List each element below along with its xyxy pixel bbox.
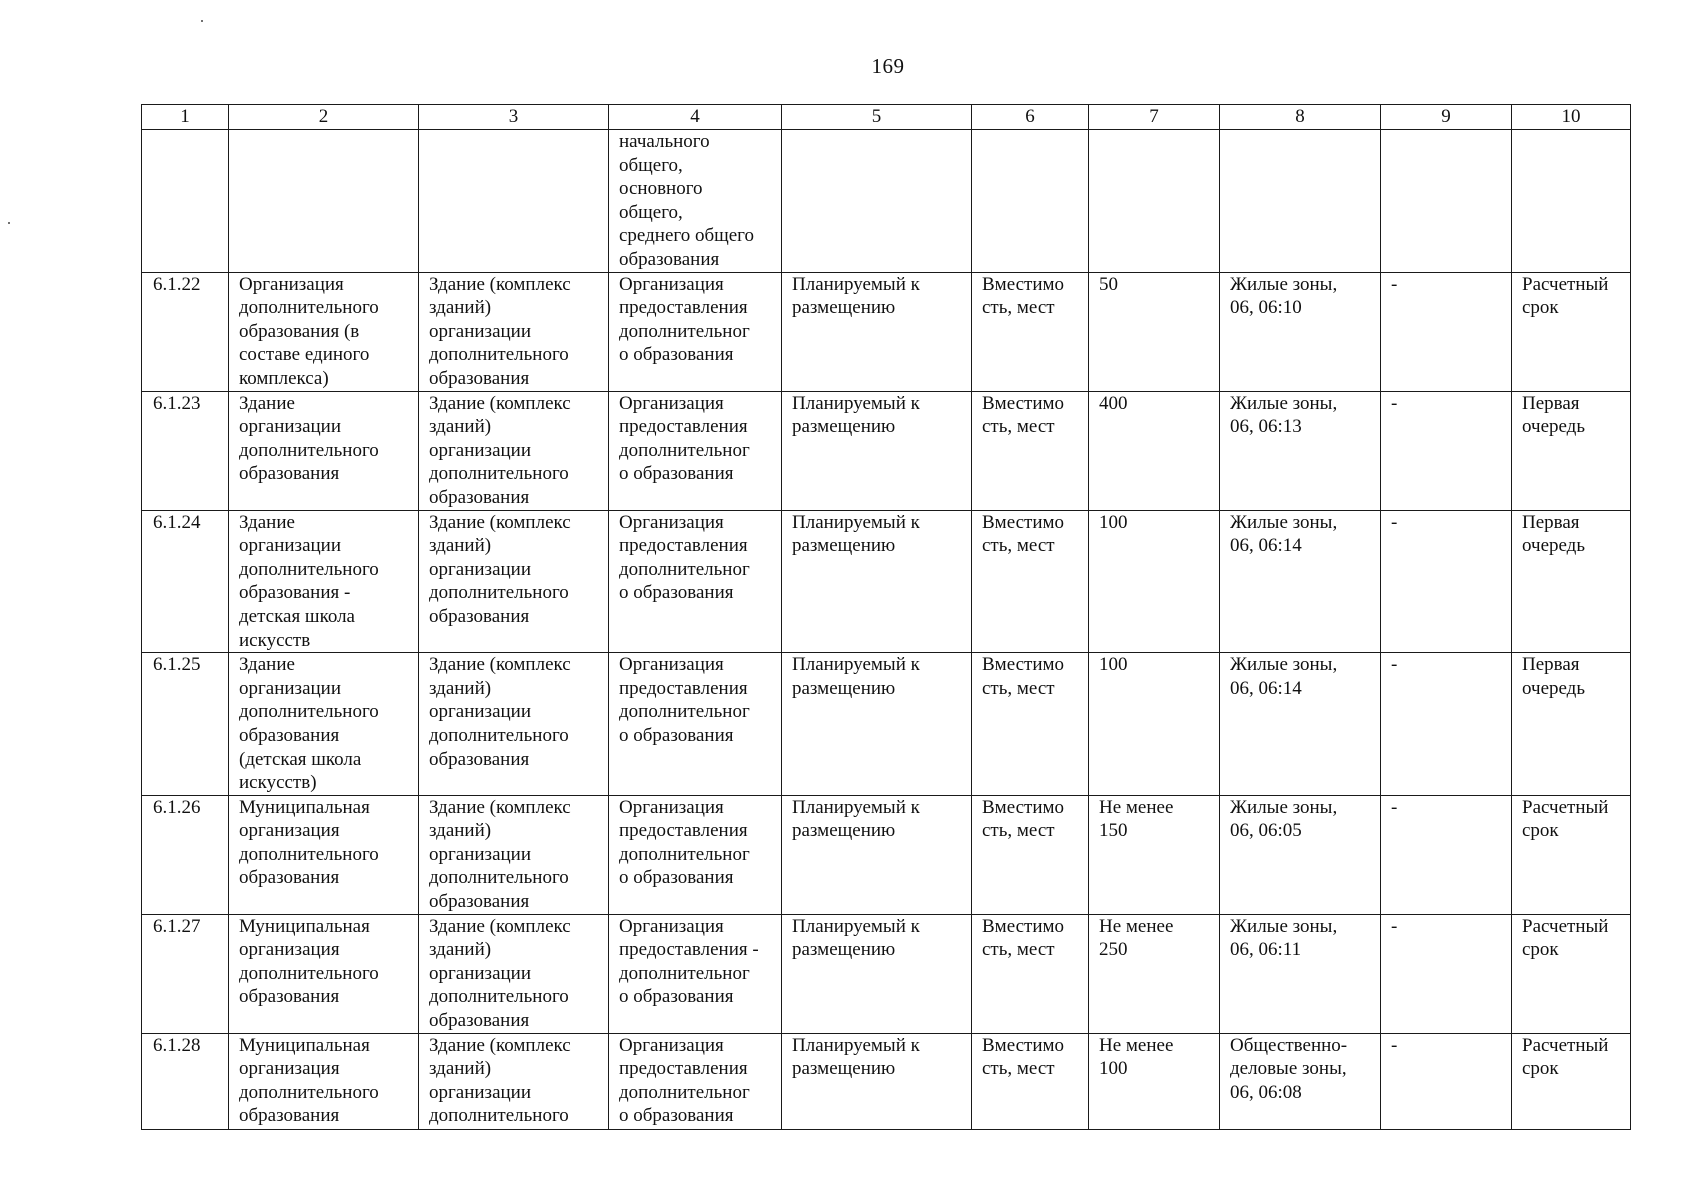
term-cell: Расчетный срок <box>1512 914 1631 1033</box>
table-row <box>142 391 1631 510</box>
status-cell: Планируемый к размещению <box>782 1033 972 1129</box>
parameter-value-cell: 400 <box>1089 391 1220 510</box>
object-name-cell: Муниципальная организация дополнительного образования <box>229 914 419 1033</box>
object-purpose-cell: Организация предоставления дополнительног о образования <box>609 1033 782 1129</box>
zone-location-cell: Жилые зоны, 06, 06:13 <box>1220 391 1381 510</box>
object-type-cell: Здание (комплекс зданий) организации дополнительного образования <box>419 914 609 1033</box>
status-cell: Планируемый к размещению <box>782 653 972 796</box>
status-cell <box>782 130 972 273</box>
column-header: 7 <box>1089 105 1220 130</box>
planning-table <box>141 104 1631 1130</box>
table-row <box>142 914 1631 1033</box>
object-purpose-cell: Организация предоставления - дополнительног о образования <box>609 914 782 1033</box>
zone-location-cell: Жилые зоны, 06, 06:14 <box>1220 653 1381 796</box>
column-9-cell: - <box>1381 1033 1512 1129</box>
object-name-cell: Муниципальная организация дополнительного образования <box>229 795 419 914</box>
object-id-cell: 6.1.22 <box>142 272 229 391</box>
status-cell: Планируемый к размещению <box>782 510 972 653</box>
table-row <box>142 272 1631 391</box>
parameter-value-cell: 50 <box>1089 272 1220 391</box>
column-header: 8 <box>1220 105 1381 130</box>
column-9-cell <box>1381 130 1512 273</box>
column-header: 1 <box>142 105 229 130</box>
parameter-value-cell: Не менее 250 <box>1089 914 1220 1033</box>
object-id-cell: 6.1.26 <box>142 795 229 914</box>
status-cell: Планируемый к размещению <box>782 272 972 391</box>
object-type-cell: Здание (комплекс зданий) организации дополнительного <box>419 1033 609 1129</box>
column-header: 5 <box>782 105 972 130</box>
column-9-cell: - <box>1381 795 1512 914</box>
parameter-cell: Вместимо сть, мест <box>972 391 1089 510</box>
column-header: 3 <box>419 105 609 130</box>
object-purpose-cell: начального общего, основного общего, среднего общего образования <box>609 130 782 273</box>
zone-location-cell: Жилые зоны, 06, 06:14 <box>1220 510 1381 653</box>
object-id-cell <box>142 130 229 273</box>
object-name-cell <box>229 130 419 273</box>
parameter-cell: Вместимо сть, мест <box>972 272 1089 391</box>
object-id-cell: 6.1.25 <box>142 653 229 796</box>
parameter-value-cell <box>1089 130 1220 273</box>
zone-location-cell: Жилые зоны, 06, 06:05 <box>1220 795 1381 914</box>
object-purpose-cell: Организация предоставления дополнительног о образования <box>609 272 782 391</box>
object-id-cell: 6.1.27 <box>142 914 229 1033</box>
object-name-cell: Здание организации дополнительного образования <box>229 391 419 510</box>
page-number: 169 <box>871 54 905 78</box>
object-name-cell: Здание организации дополнительного образования (детская школа искусств) <box>229 653 419 796</box>
term-cell: Первая очередь <box>1512 391 1631 510</box>
term-cell: Первая очередь <box>1512 653 1631 796</box>
column-9-cell: - <box>1381 653 1512 796</box>
parameter-value-cell: 100 <box>1089 653 1220 796</box>
parameter-cell: Вместимо сть, мест <box>972 1033 1089 1129</box>
parameter-cell: Вместимо сть, мест <box>972 914 1089 1033</box>
parameter-value-cell: Не менее 100 <box>1089 1033 1220 1129</box>
table-row <box>142 795 1631 914</box>
term-cell <box>1512 130 1631 273</box>
column-9-cell: - <box>1381 510 1512 653</box>
object-type-cell: Здание (комплекс зданий) организации дополнительного образования <box>419 272 609 391</box>
term-cell: Первая очередь <box>1512 510 1631 653</box>
column-9-cell: - <box>1381 391 1512 510</box>
status-cell: Планируемый к размещению <box>782 795 972 914</box>
object-name-cell: Здание организации дополнительного образования - детская школа искусств <box>229 510 419 653</box>
parameter-cell: Вместимо сть, мест <box>972 510 1089 653</box>
object-id-cell: 6.1.28 <box>142 1033 229 1129</box>
column-number-row <box>142 105 1631 130</box>
object-purpose-cell: Организация предоставления дополнительног о образования <box>609 391 782 510</box>
object-purpose-cell: Организация предоставления дополнительног о образования <box>609 510 782 653</box>
column-header: 2 <box>229 105 419 130</box>
column-header: 10 <box>1512 105 1631 130</box>
table-row <box>142 653 1631 796</box>
object-type-cell: Здание (комплекс зданий) организации дополнительного образования <box>419 795 609 914</box>
zone-location-cell: Жилые зоны, 06, 06:10 <box>1220 272 1381 391</box>
table-row <box>142 510 1631 653</box>
zone-location-cell: Общественно- деловые зоны, 06, 06:08 <box>1220 1033 1381 1129</box>
column-9-cell: - <box>1381 914 1512 1033</box>
parameter-cell: Вместимо сть, мест <box>972 795 1089 914</box>
parameter-value-cell: 100 <box>1089 510 1220 653</box>
object-type-cell: Здание (комплекс зданий) организации дополнительного образования <box>419 510 609 653</box>
object-purpose-cell: Организация предоставления дополнительног о образования <box>609 653 782 796</box>
scan-speck-left <box>8 222 10 224</box>
object-id-cell: 6.1.23 <box>142 391 229 510</box>
object-purpose-cell: Организация предоставления дополнительног о образования <box>609 795 782 914</box>
status-cell: Планируемый к размещению <box>782 391 972 510</box>
object-type-cell: Здание (комплекс зданий) организации дополнительного образования <box>419 653 609 796</box>
parameter-cell: Вместимо сть, мест <box>972 653 1089 796</box>
table-row <box>142 130 1631 273</box>
column-header: 6 <box>972 105 1089 130</box>
status-cell: Планируемый к размещению <box>782 914 972 1033</box>
parameter-cell <box>972 130 1089 273</box>
zone-location-cell: Жилые зоны, 06, 06:11 <box>1220 914 1381 1033</box>
column-9-cell: - <box>1381 272 1512 391</box>
object-name-cell: Муниципальная организация дополнительного образования <box>229 1033 419 1129</box>
term-cell: Расчетный срок <box>1512 1033 1631 1129</box>
object-name-cell: Организация дополнительного образования (в составе единого комплекса) <box>229 272 419 391</box>
object-id-cell: 6.1.24 <box>142 510 229 653</box>
column-header: 9 <box>1381 105 1512 130</box>
parameter-value-cell: Не менее 150 <box>1089 795 1220 914</box>
table-row <box>142 1033 1631 1129</box>
scan-speck-top <box>201 20 203 22</box>
term-cell: Расчетный срок <box>1512 795 1631 914</box>
zone-location-cell <box>1220 130 1381 273</box>
object-type-cell: Здание (комплекс зданий) организации дополнительного образования <box>419 391 609 510</box>
object-type-cell <box>419 130 609 273</box>
term-cell: Расчетный срок <box>1512 272 1631 391</box>
column-header: 4 <box>609 105 782 130</box>
